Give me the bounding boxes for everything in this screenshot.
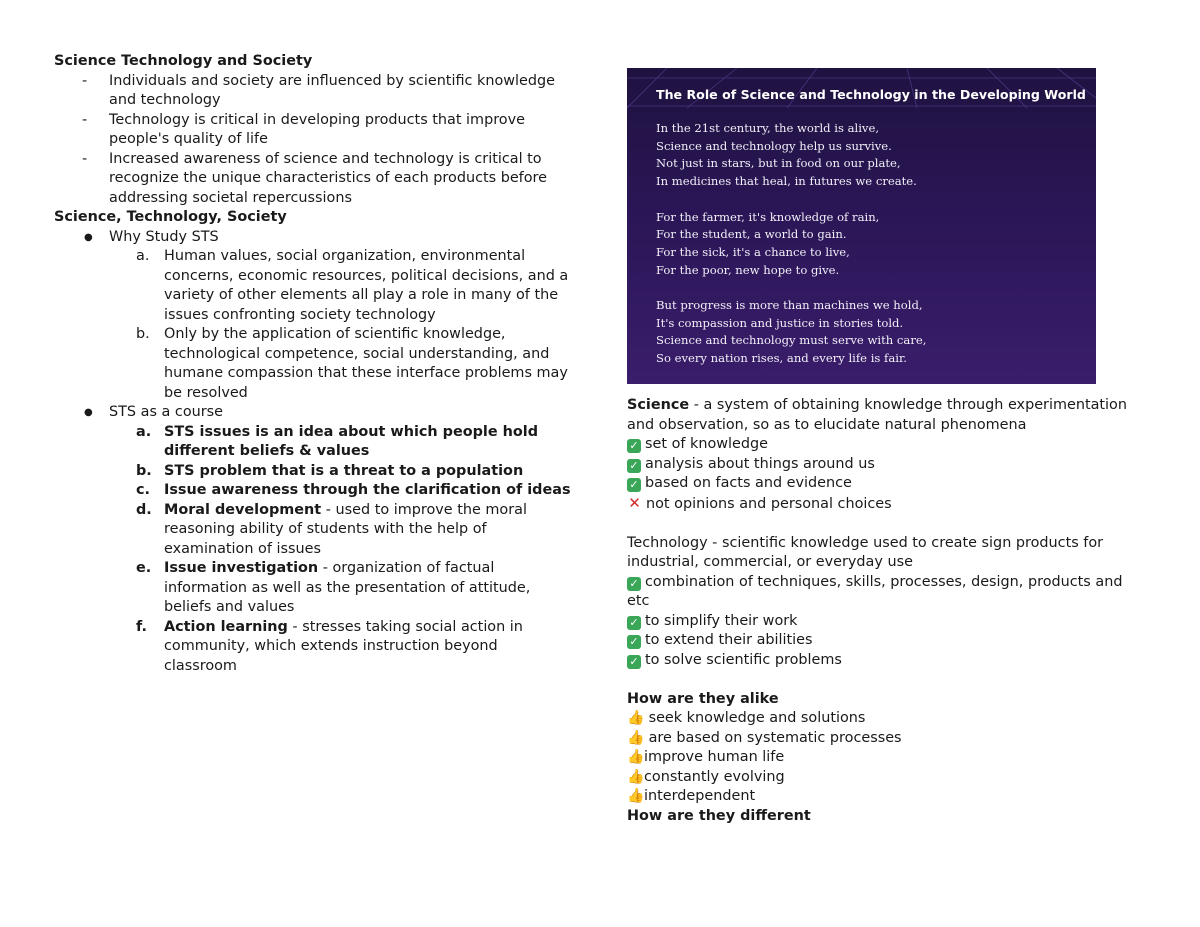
list-item: e. Issue investigation - organization of factual information as well as the presentation of attitude, beliefs and values <box>136 560 531 615</box>
right-column <box>627 68 1147 826</box>
poem-title: The Role of Science and Technology in the Developing World <box>656 87 1086 102</box>
list-item: d. Moral development - used to improve the moral reasoning ability of students with the help of examination of issues <box>136 501 527 557</box>
list-item: ✓ analysis about things around us <box>627 455 1147 475</box>
list-item: 👍 are based on systematic processes <box>627 729 1147 749</box>
bullet-marker: ● <box>84 231 93 243</box>
thumbs-up-icon: 👍 <box>627 749 645 765</box>
list-item: a. Human values, social organization, environmental concerns, economic resources, political decisions, and a variety of other elements all play a role in many of the issues confronting society technology <box>136 248 569 323</box>
thumbs-up-icon: 👍 <box>627 710 645 726</box>
section-heading: How are they alike <box>627 690 779 707</box>
technology-definition: Technology - scientific knowledge used to create sign products for industrial, commercial, or everyday use <box>627 534 1104 570</box>
check-mark-icon: ✓ <box>627 577 641 591</box>
science-definition: Science - a system of obtaining knowledge through experimentation and observation, so as to elucidate natural phenomena <box>627 397 1127 433</box>
poem-stanza: But progress is more than machines we hold, It's compassion and justice in stories told. Science and technology must serve with care, So every nation rises, and every life is fair. <box>656 298 927 366</box>
dash-marker: - <box>82 72 88 89</box>
poem-stanza: For the farmer, it's knowledge of rain, For the student, a world to gain. For the sick, it's a chance to live, For the poor, new hope to give. <box>656 209 880 277</box>
list-item: ✓ combination of techniques, skills, processes, design, products and etc <box>627 573 1123 609</box>
section-heading: How are they different <box>627 807 811 824</box>
list-item: ✕ not opinions and personal choices <box>628 493 892 512</box>
check-mark-icon: ✓ <box>627 478 641 492</box>
dash-list <box>54 72 574 209</box>
bullet-marker: ● <box>84 407 93 418</box>
list-item: ✓ to solve scientific problems <box>627 651 1147 671</box>
poem-image <box>627 68 1096 384</box>
thumbs-up-icon: 👍 <box>627 768 645 785</box>
list-item: ✓ to simplify their work <box>627 612 1147 632</box>
list-item: 👍improve human life <box>627 748 1147 768</box>
list-item: b. Only by the application of scientific knowledge, technological competence, social understanding, and humane compassion that these interface problems may be resolved <box>136 326 568 401</box>
list-item: f. Action learning - stresses taking social action in community, which extends instruction beyond classroom <box>136 618 523 674</box>
section-heading: Science Technology and Society <box>54 53 313 69</box>
section-heading: Science, Technology, Society <box>54 209 287 225</box>
check-mark-icon: ✓ <box>627 655 641 669</box>
check-mark-icon: ✓ <box>627 635 641 649</box>
list-item: ✓ to extend their abilities <box>627 631 1147 651</box>
list-item: 👍 seek knowledge and solutions <box>627 709 1147 729</box>
dash-marker: - <box>82 111 88 128</box>
check-mark-icon: ✓ <box>627 439 641 453</box>
poem-body <box>656 120 926 368</box>
thumbs-up-icon: 👍 <box>627 729 645 746</box>
list-item: 👍constantly evolving <box>627 768 1147 788</box>
list-item: b. STS problem that is a threat to a population <box>136 462 524 479</box>
bullet-item: ● Why Study STS <box>54 228 574 248</box>
list-item: - Increased awareness of science and technology is critical to recognize the unique characteristics of each products before addressing societal repercussions <box>82 150 548 206</box>
list-item: a. STS issues is an idea about which people hold different beliefs & values <box>136 423 538 459</box>
bullet-item: ● STS as a course <box>54 403 574 423</box>
list-item: ✓ set of knowledge <box>627 435 1147 455</box>
dash-marker: - <box>82 150 88 167</box>
list-item: c. Issue awareness through the clarification of ideas <box>136 482 571 498</box>
check-mark-icon: ✓ <box>627 616 641 630</box>
list-item: - Individuals and society are influenced by scientific knowledge and technology <box>82 72 556 108</box>
thumbs-up-icon: 👍 <box>627 788 645 804</box>
list-item: 👍interdependent <box>627 787 1147 807</box>
poem-stanza: In the 21st century, the world is alive, Science and technology help us survive. Not just in stars, but in food on our plate, In medicines that heal, in futures we create. <box>656 121 917 189</box>
list-item: ✓ based on facts and evidence <box>627 474 1147 494</box>
list-item: - Technology is critical in developing products that improve people's quality of life <box>82 111 525 147</box>
check-mark-icon: ✓ <box>627 459 641 473</box>
cross-mark-icon: ✕ <box>628 493 641 512</box>
left-column <box>54 52 574 676</box>
